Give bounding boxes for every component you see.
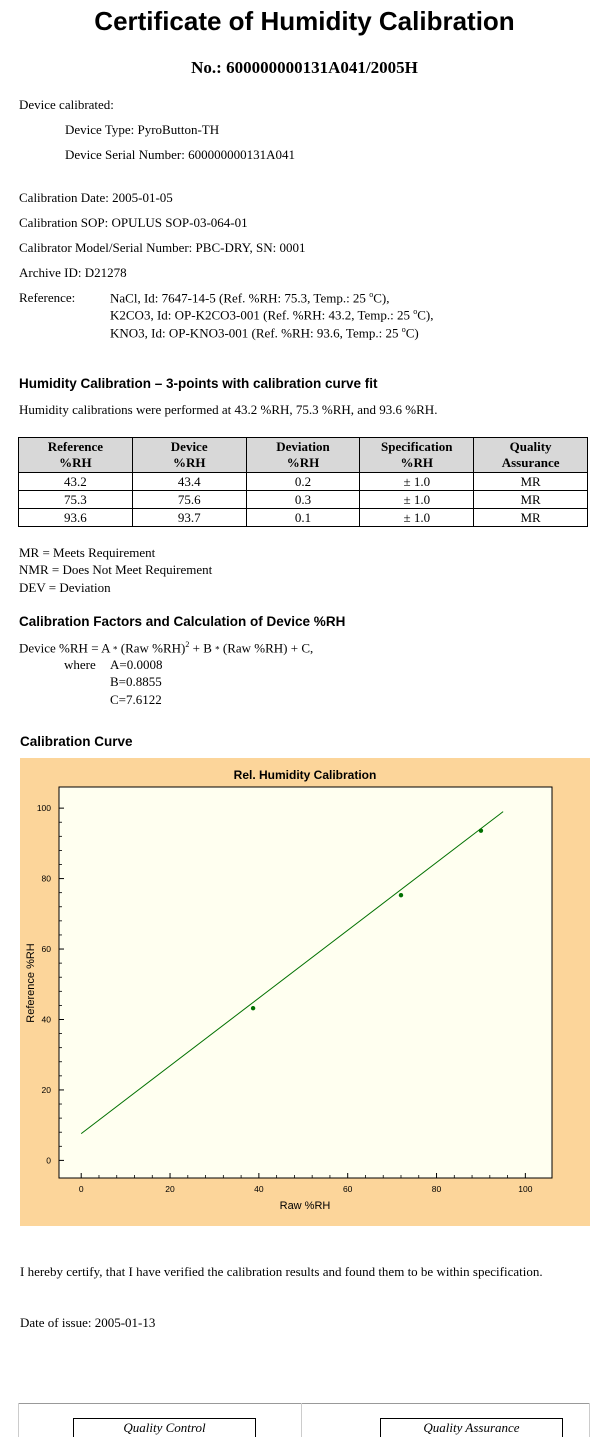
y-axis-label: Reference %RH: [25, 943, 37, 1023]
where-label: where: [64, 657, 96, 672]
results-table: [18, 437, 588, 527]
cell-deviation: 0.1: [246, 509, 360, 527]
col-header-reference: Reference %RH: [19, 438, 133, 473]
cell-device: 43.4: [132, 473, 246, 491]
signature-border-middle: [301, 1403, 302, 1437]
humidity-intro: Humidity calibrations were performed at 43.2 %RH, 75.3 %RH, and 93.6 %RH.: [19, 402, 438, 417]
formula: Device %RH = A * (Raw %RH)$^2$ + B * (Raw %RH) + C,: [19, 640, 314, 656]
curve-heading: Calibration Curve: [20, 734, 133, 749]
cell-specification: ± 1.0: [360, 473, 474, 491]
chart-title: Rel. Humidity Calibration: [233, 768, 377, 782]
chart-canvas: [20, 758, 590, 1226]
col-header-specification: Specification %RH: [360, 438, 474, 473]
factor-c: C=7.6122: [110, 692, 162, 707]
calibration-point: [399, 893, 403, 897]
reference-nacl: NaCl, Id: 7647-14-5 (Ref. %RH: 75.3, Temp.: 25 $^o$C),: [110, 290, 390, 306]
note-mr: MR = Meets Requirement: [19, 545, 156, 560]
signature-border-right: [589, 1403, 590, 1437]
calibration-date: Calibration Date: 2005-01-05: [19, 190, 173, 205]
cell-reference: 43.2: [19, 473, 133, 491]
signature-border-left: [18, 1403, 19, 1437]
cell-deviation: 0.3: [246, 491, 360, 509]
factors-heading: Calibration Factors and Calculation of Device %RH: [19, 614, 346, 629]
x-tick-label: 80: [431, 1184, 442, 1194]
factor-a: A=0.0008: [110, 657, 163, 672]
x-tick-label: 100: [518, 1184, 533, 1194]
archive-id: Archive ID: D21278: [19, 265, 127, 280]
x-tick-label: 0: [78, 1184, 84, 1194]
y-tick-label: 0: [46, 1155, 51, 1166]
cell-device: 93.7: [132, 509, 246, 527]
reference-k2co3: K2CO3, Id: OP-K2CO3-001 (Ref. %RH: 43.2, Temp.: 25 $^o$C),: [110, 307, 434, 323]
device-type: Device Type: PyroButton-TH: [65, 122, 220, 137]
table-row: [19, 509, 588, 527]
calibration-sop: Calibration SOP: OPULUS SOP-03-064-01: [19, 215, 248, 230]
x-tick-label: 60: [342, 1184, 353, 1194]
quality-control-signature: Quality Control: [73, 1418, 256, 1437]
reference-kno3: KNO3, Id: OP-KNO3-001 (Ref. %RH: 93.6, Temp.: 25 $^o$C): [110, 325, 419, 341]
table-header-row: [19, 438, 588, 473]
certificate-title: Certificate of Humidity Calibration: [94, 6, 515, 36]
note-nmr: NMR = Does Not Meet Requirement: [19, 562, 213, 577]
table-row: [19, 491, 588, 509]
humidity-section-heading: Humidity Calibration – 3-points with calibration curve fit: [19, 376, 378, 391]
y-tick-label: 100: [36, 803, 51, 814]
note-dev: DEV = Deviation: [19, 580, 111, 595]
x-tick-label: 20: [165, 1184, 175, 1194]
calibration-point: [251, 1006, 255, 1010]
col-header-deviation: Deviation %RH: [246, 438, 360, 473]
cell-reference: 75.3: [19, 491, 133, 509]
calibration-chart: [20, 758, 590, 1226]
device-serial: Device Serial Number: 600000000131A041: [65, 147, 295, 162]
issue-date: Date of issue: 2005-01-13: [20, 1315, 156, 1330]
y-tick-label: 20: [41, 1084, 51, 1095]
cell-quality: MR: [474, 491, 588, 509]
cell-quality: MR: [474, 509, 588, 527]
cell-specification: ± 1.0: [360, 509, 474, 527]
x-axis-label: Raw %RH: [279, 1200, 331, 1212]
col-header-device: Device %RH: [132, 438, 246, 473]
cell-specification: ± 1.0: [360, 491, 474, 509]
factor-b: B=0.8855: [110, 674, 162, 689]
cell-deviation: 0.2: [246, 473, 360, 491]
signature-divider: [18, 1403, 590, 1404]
calibrator-model: Calibrator Model/Serial Number: PBC-DRY, SN: 0001: [19, 240, 306, 255]
certificate-number: No.: 600000000131A041/2005H: [191, 58, 418, 77]
cell-quality: MR: [474, 473, 588, 491]
cell-reference: 93.6: [19, 509, 133, 527]
cell-device: 75.6: [132, 491, 246, 509]
reference-label: Reference:: [19, 290, 76, 305]
col-header-quality: Quality Assurance: [474, 438, 588, 473]
certification-statement: I hereby certify, that I have verified the calibration results and found them to be within specification.: [20, 1264, 543, 1279]
plot-area: [59, 787, 552, 1178]
y-tick-label: 60: [41, 944, 51, 955]
table-row: [19, 473, 588, 491]
device-heading: Device calibrated:: [19, 97, 114, 112]
y-tick-label: 40: [41, 1014, 51, 1025]
signature-area: [18, 1403, 590, 1437]
y-tick-label: 80: [41, 873, 51, 884]
quality-assurance-signature: Quality Assurance: [380, 1418, 563, 1437]
x-tick-label: 40: [254, 1184, 264, 1194]
